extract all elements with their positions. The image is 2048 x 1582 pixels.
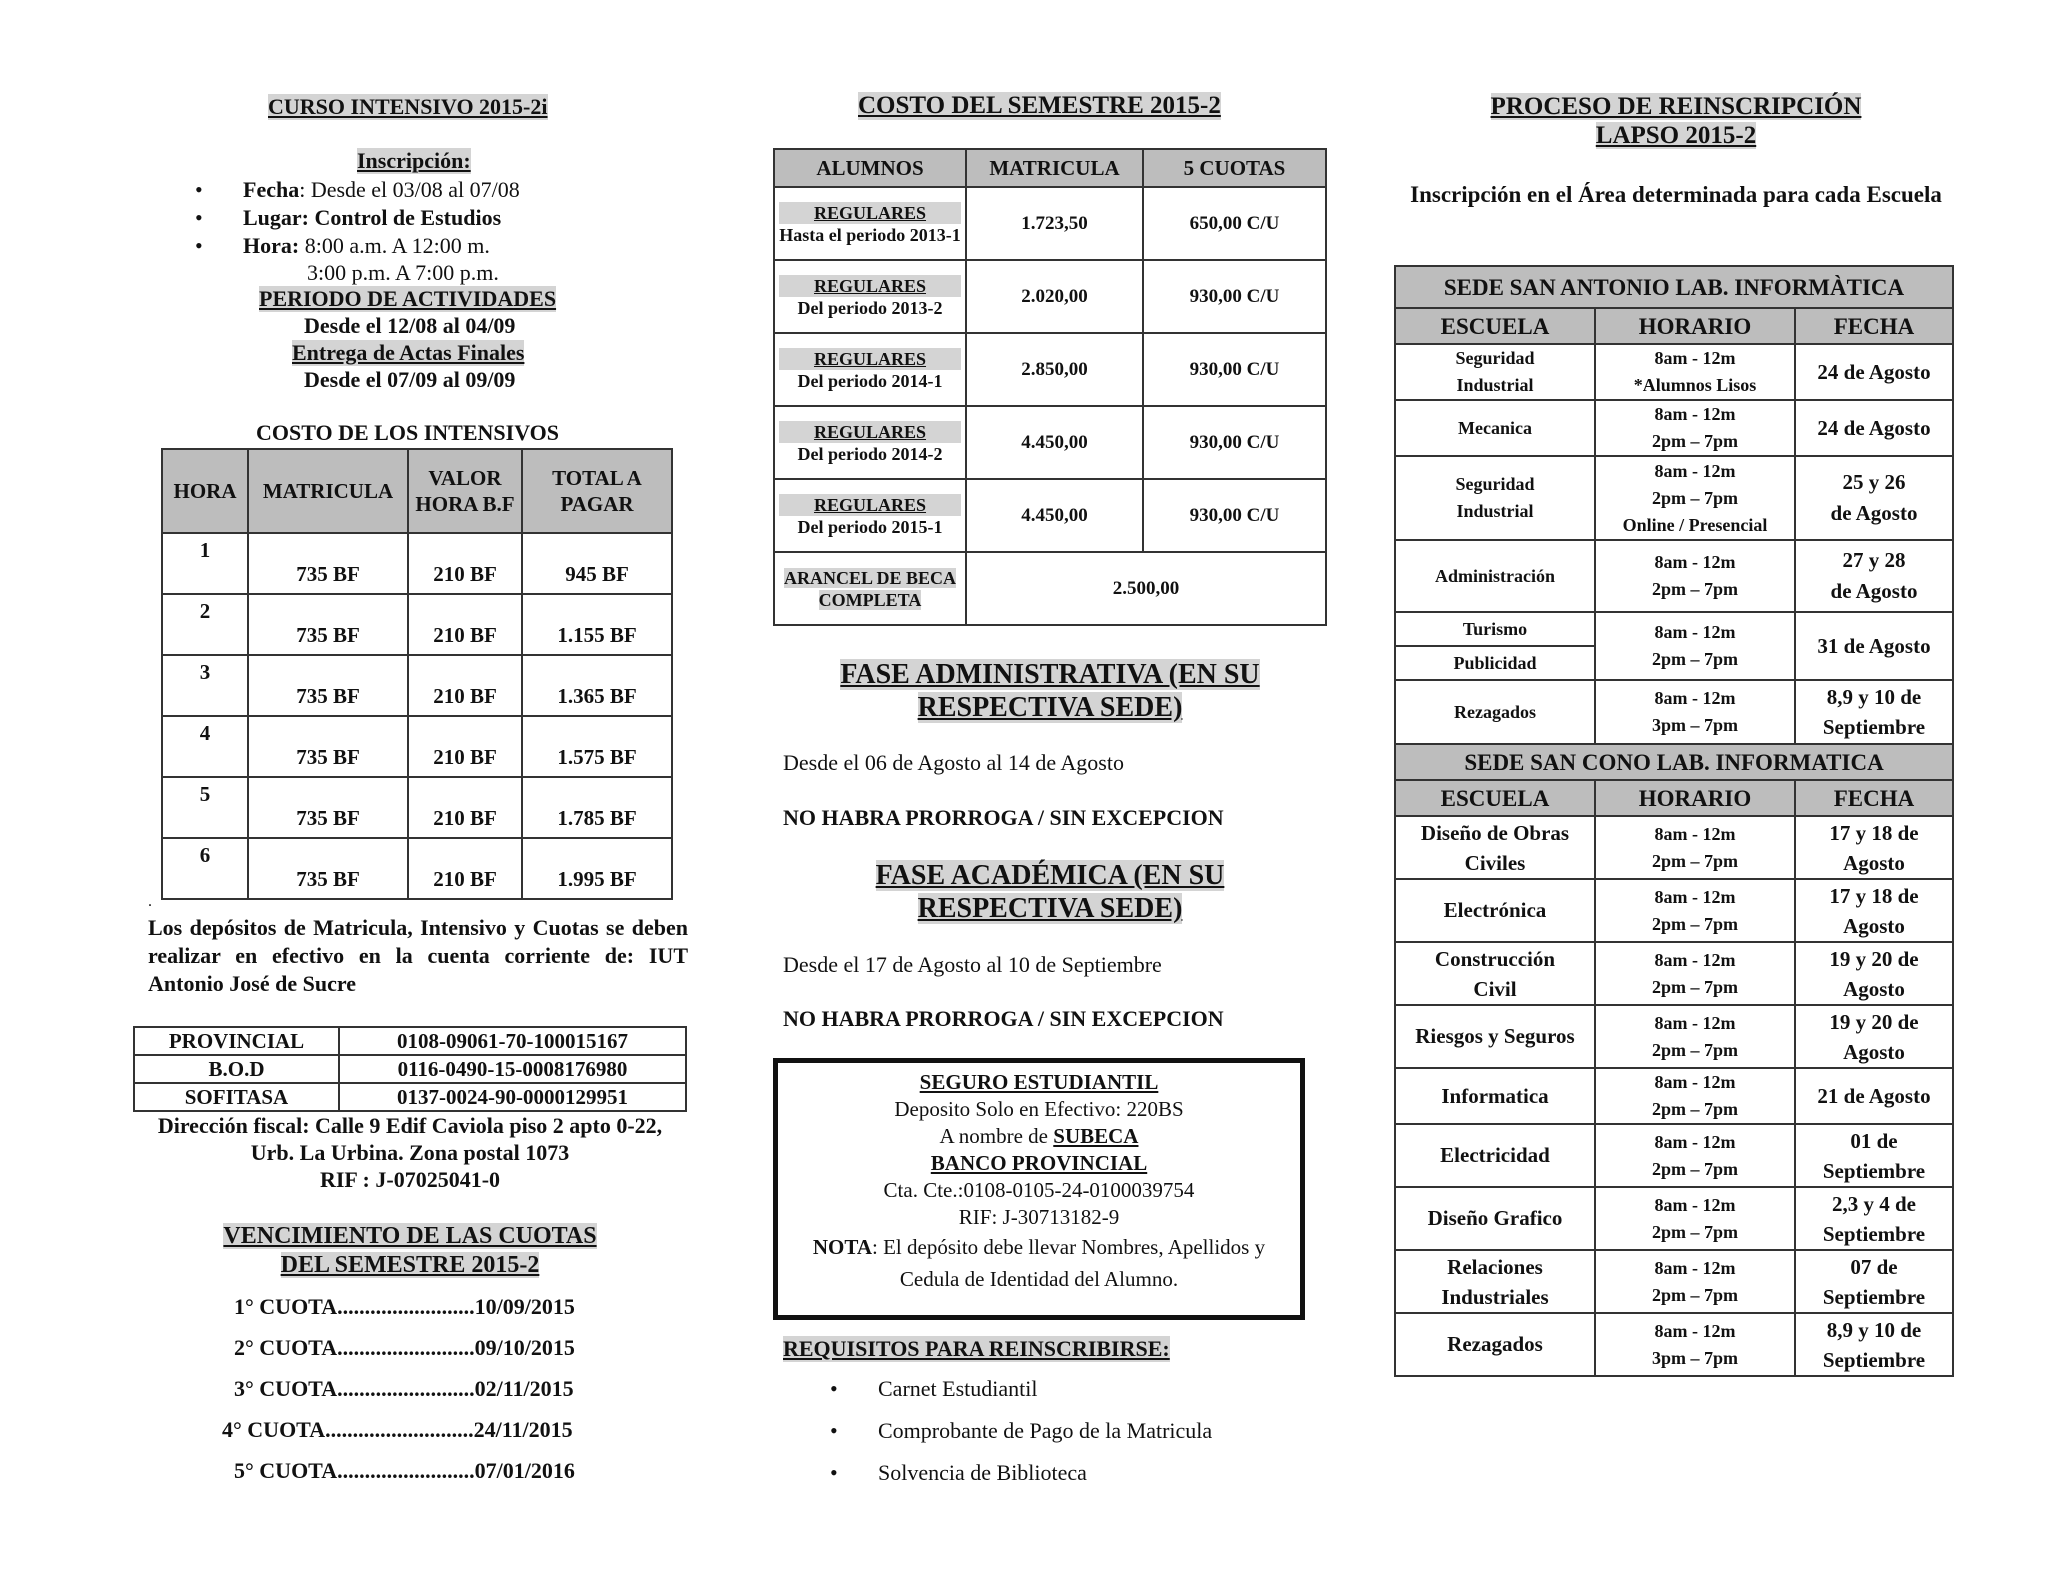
seguro-rif: RIF: J-30713182-9 — [958, 1205, 1120, 1229]
header-horario: HORARIO — [1595, 308, 1795, 344]
horario-cell: 8am - 12m 3pm – 7pm — [1595, 1313, 1795, 1376]
cell-hora: 1 — [162, 533, 248, 594]
banco-cuenta: 0137-0024-90-0000129951 — [339, 1083, 686, 1111]
cell-matricula: 735 BF — [248, 777, 408, 838]
costo-intensivos-heading: COSTO DE LOS INTENSIVOS — [256, 420, 559, 445]
table-header-row — [1395, 308, 1953, 344]
fecha-cell: 27 y 28 de Agosto — [1795, 540, 1953, 612]
horario-cell: 8am - 12m 3pm – 7pm — [1595, 680, 1795, 744]
table-header-row — [162, 449, 672, 533]
cell-valor: 210 BF — [408, 533, 522, 594]
table-row — [162, 777, 672, 838]
costo-semestre-title: COSTO DEL SEMESTRE 2015-2 — [858, 92, 1221, 119]
banco-name: PROVINCIAL — [134, 1027, 339, 1055]
table-row — [774, 260, 1326, 333]
horario-cell: 8am - 12m 2pm – 7pm — [1595, 540, 1795, 612]
fecha-cell: 8,9 y 10 de Septiembre — [1795, 680, 1953, 744]
table-row — [774, 187, 1326, 260]
sede-san-cono-heading: SEDE SAN CONO LAB. INFORMATICA — [1395, 744, 1953, 780]
table-row — [774, 406, 1326, 479]
horario-cell: 8am - 12m *Alumnos Lisos — [1595, 344, 1795, 400]
matricula-value: 4.450,00 — [966, 479, 1143, 552]
table-row — [1395, 540, 1953, 612]
table-row — [1395, 816, 1953, 879]
cuotas-list — [222, 1286, 575, 1491]
table-row — [1395, 344, 1953, 400]
list-item: • Solvencia de Biblioteca — [822, 1452, 1212, 1494]
cuotas-value: 930,00 C/U — [1143, 479, 1326, 552]
banco-cuenta: 0108-09061-70-100015167 — [339, 1027, 686, 1055]
header-escuela: ESCUELA — [1395, 308, 1595, 344]
seguro-line-1: Deposito Solo en Efectivo: 220BS — [894, 1097, 1184, 1121]
periodo-heading: PERIODO DE ACTIVIDADES — [259, 286, 557, 311]
table-header-row — [1395, 780, 1953, 816]
cuota-item: 4° CUOTA...........................24/11/2015 — [222, 1417, 573, 1442]
seguro-line-2: A nombre de SUBECA — [939, 1124, 1139, 1148]
escuela-cell: Mecanica — [1395, 400, 1595, 456]
alumno-label: REGULARES Del periodo 2014-1 — [774, 333, 966, 406]
escuela-cell: Publicidad — [1395, 646, 1595, 680]
cell-matricula: 735 BF — [248, 716, 408, 777]
reinscripcion-title: PROCESO DE REINSCRIPCIÓN LAPSO 2015-2 — [1490, 93, 1862, 149]
cell-hora: 5 — [162, 777, 248, 838]
banco-name: SOFITASA — [134, 1083, 339, 1111]
escuela-cell: Rezagados — [1395, 680, 1595, 744]
table-row — [162, 655, 672, 716]
sede-header-row — [1395, 266, 1953, 308]
table-row — [1395, 1068, 1953, 1124]
direccion-line-1: Dirección fiscal: Calle 9 Edif Caviola piso 2 apto 0-22, — [157, 1113, 663, 1138]
escuela-cell: Relaciones Industriales — [1395, 1250, 1595, 1313]
cuotas-value: 650,00 C/U — [1143, 187, 1326, 260]
cell-total: 1.365 BF — [522, 655, 672, 716]
cell-total: 945 BF — [522, 533, 672, 594]
table-row — [774, 552, 1326, 625]
horario-cell: 8am - 12m 2pm – 7pm — [1595, 400, 1795, 456]
direccion-line-2: Urb. La Urbina. Zona postal 1073 — [250, 1140, 570, 1165]
table-row — [134, 1083, 686, 1111]
escuela-cell: Diseño de Obras Civiles — [1395, 816, 1595, 879]
list-item: • Hora: 8:00 a.m. A 12:00 m. — [187, 232, 520, 260]
stray-dot: . — [148, 893, 152, 910]
escuela-cell: Informatica — [1395, 1068, 1595, 1124]
rif-text: RIF : J-07025041-0 — [319, 1167, 501, 1192]
banco-name: B.O.D — [134, 1055, 339, 1083]
fecha-cell: 19 y 20 de Agosto — [1795, 1005, 1953, 1068]
cell-valor: 210 BF — [408, 838, 522, 899]
table-row — [1395, 1313, 1953, 1376]
cuotas-value: 930,00 C/U — [1143, 406, 1326, 479]
table-row — [162, 838, 672, 899]
table-row — [1395, 879, 1953, 942]
fase-academica-heading: FASE ACADÉMICA (EN SU RESPECTIVA SEDE) — [875, 860, 1225, 924]
fase-administrativa-dates: Desde el 06 de Agosto al 14 de Agosto — [783, 750, 1124, 775]
venc-heading-2: DEL SEMESTRE 2015-2 — [280, 1252, 540, 1278]
hora-line-2: 3:00 p.m. A 7:00 p.m. — [307, 260, 499, 285]
table-row — [134, 1055, 686, 1083]
fecha-cell: 2,3 y 4 de Septiembre — [1795, 1187, 1953, 1250]
header-cuotas: 5 CUOTAS — [1143, 149, 1326, 187]
fecha-cell: 17 y 18 de Agosto — [1795, 879, 1953, 942]
escuela-cell: Electrónica — [1395, 879, 1595, 942]
header-fecha: FECHA — [1795, 780, 1953, 816]
cell-matricula: 735 BF — [248, 655, 408, 716]
list-item: • Lugar: Control de Estudios — [187, 204, 520, 232]
cell-valor: 210 BF — [408, 716, 522, 777]
cell-matricula: 735 BF — [248, 594, 408, 655]
cell-hora: 2 — [162, 594, 248, 655]
list-item: • Fecha: Desde el 03/08 al 07/08 — [187, 176, 520, 204]
horario-cell: 8am - 12m 2pm – 7pm — [1595, 942, 1795, 1005]
matricula-value: 2.850,00 — [966, 333, 1143, 406]
table-row — [134, 1027, 686, 1055]
header-matricula: MATRICULA — [966, 149, 1143, 187]
cuota-item: 3° CUOTA.........................02/11/2015 — [234, 1376, 574, 1401]
horario-cell: 8am - 12m 2pm – 7pm — [1595, 1124, 1795, 1187]
fecha-cell: 19 y 20 de Agosto — [1795, 942, 1953, 1005]
cell-valor: 210 BF — [408, 594, 522, 655]
fecha-cell: 24 de Agosto — [1795, 400, 1953, 456]
fecha-cell: 24 de Agosto — [1795, 344, 1953, 400]
alumno-label: REGULARES Del periodo 2014-2 — [774, 406, 966, 479]
header-valor-hora: VALOR HORA B.F — [408, 449, 522, 533]
direccion-fiscal — [130, 1112, 690, 1193]
table-row — [1395, 942, 1953, 1005]
table-row — [1395, 612, 1953, 646]
requisitos-heading: REQUISITOS PARA REINSCRIBIRSE: — [783, 1336, 1170, 1361]
escuela-cell: Seguridad Industrial — [1395, 344, 1595, 400]
alumno-label: REGULARES Del periodo 2015-1 — [774, 479, 966, 552]
matricula-value: 1.723,50 — [966, 187, 1143, 260]
header-alumnos: ALUMNOS — [774, 149, 966, 187]
header-escuela: ESCUELA — [1395, 780, 1595, 816]
inscripcion-heading: Inscripción: — [357, 148, 471, 173]
fecha-cell: 01 de Septiembre — [1795, 1124, 1953, 1187]
fase-administrativa-heading: FASE ADMINISTRATIVA (EN SU RESPECTIVA SEDE) — [840, 659, 1260, 723]
horario-cell: 8am - 12m 2pm – 7pm — [1595, 1005, 1795, 1068]
sede-san-antonio-heading: SEDE SAN ANTONIO LAB. INFORMÀTICA — [1395, 266, 1953, 308]
table-row — [1395, 680, 1953, 744]
table-header-row — [774, 149, 1326, 187]
cell-hora: 4 — [162, 716, 248, 777]
horario-cell: 8am - 12m 2pm – 7pm — [1595, 612, 1795, 680]
escuela-cell: Seguridad Industrial — [1395, 456, 1595, 540]
horario-cell: 8am - 12m 2pm – 7pm — [1595, 879, 1795, 942]
header-fecha: FECHA — [1795, 308, 1953, 344]
sede-header-row — [1395, 744, 1953, 780]
fecha-cell: 8,9 y 10 de Septiembre — [1795, 1313, 1953, 1376]
escuela-cell: Turismo — [1395, 612, 1595, 646]
bancos-table — [133, 1026, 687, 1112]
seguro-banco: BANCO PROVINCIAL — [930, 1151, 1148, 1175]
alumno-label: REGULARES Hasta el periodo 2013-1 — [774, 187, 966, 260]
table-row — [162, 594, 672, 655]
fecha-cell: 21 de Agosto — [1795, 1068, 1953, 1124]
cell-matricula: 735 BF — [248, 838, 408, 899]
escuela-cell: Electricidad — [1395, 1124, 1595, 1187]
horario-cell: 8am - 12m 2pm – 7pm — [1595, 816, 1795, 879]
cuota-item: 5° CUOTA.........................07/01/2016 — [234, 1458, 575, 1483]
escuela-cell: Riesgos y Seguros — [1395, 1005, 1595, 1068]
arancel-value: 2.500,00 — [966, 552, 1326, 625]
no-prorroga-1: NO HABRA PRORROGA / SIN EXCEPCION — [783, 805, 1224, 830]
intensivos-table — [161, 448, 673, 900]
cuotas-value: 930,00 C/U — [1143, 260, 1326, 333]
table-row — [162, 533, 672, 594]
no-prorroga-2: NO HABRA PRORROGA / SIN EXCEPCION — [783, 1006, 1224, 1031]
seguro-title: SEGURO ESTUDIANTIL — [919, 1070, 1159, 1094]
cell-hora: 6 — [162, 838, 248, 899]
table-row — [774, 479, 1326, 552]
escuela-cell: Rezagados — [1395, 1313, 1595, 1376]
periodo-dates: Desde el 12/08 al 04/09 — [304, 313, 516, 338]
table-row — [1395, 1250, 1953, 1313]
intensivo-title: CURSO INTENSIVO 2015-2i — [268, 94, 548, 119]
header-matricula: MATRICULA — [248, 449, 408, 533]
fecha-cell: 25 y 26 de Agosto — [1795, 456, 1953, 540]
requisitos-list — [822, 1368, 1212, 1494]
seguro-nota: NOTA: El depósito debe llevar Nombres, Apellidos y Cedula de Identidad del Alumno. — [812, 1235, 1266, 1291]
cell-matricula: 735 BF — [248, 533, 408, 594]
venc-heading-1: VENCIMIENTO DE LAS CUOTAS — [223, 1223, 597, 1249]
actas-heading: Entrega de Actas Finales — [292, 340, 525, 365]
table-row — [1395, 1124, 1953, 1187]
cell-hora: 3 — [162, 655, 248, 716]
cell-valor: 210 BF — [408, 655, 522, 716]
header-horario: HORARIO — [1595, 780, 1795, 816]
actas-dates: Desde el 07/09 al 09/09 — [304, 367, 516, 392]
cell-total: 1.785 BF — [522, 777, 672, 838]
fase-academica-dates: Desde el 17 de Agosto al 10 de Septiembre — [783, 952, 1162, 977]
horario-cell: 8am - 12m 2pm – 7pm — [1595, 1250, 1795, 1313]
header-total: TOTAL A PAGAR — [522, 449, 672, 533]
fecha-cell: 07 de Septiembre — [1795, 1250, 1953, 1313]
table-row — [1395, 400, 1953, 456]
header-hora: HORA — [162, 449, 248, 533]
table-row — [1395, 1187, 1953, 1250]
horario-cell: 8am - 12m 2pm – 7pm — [1595, 1068, 1795, 1124]
seguro-estudiantil-box — [773, 1058, 1305, 1320]
list-item: • Comprobante de Pago de la Matricula — [822, 1410, 1212, 1452]
seguro-cuenta: Cta. Cte.:0108-0105-24-0100039754 — [883, 1178, 1195, 1202]
costo-semestre-table — [773, 148, 1327, 626]
escuela-cell: Administración — [1395, 540, 1595, 612]
escuela-cell: Construcción Civil — [1395, 942, 1595, 1005]
cell-total: 1.155 BF — [522, 594, 672, 655]
alumno-label: REGULARES Del periodo 2013-2 — [774, 260, 966, 333]
sede-table — [1394, 265, 1954, 1377]
vencimiento-heading — [130, 1222, 690, 1280]
cell-total: 1.995 BF — [522, 838, 672, 899]
cell-valor: 210 BF — [408, 777, 522, 838]
list-item: • Carnet Estudiantil — [822, 1368, 1212, 1410]
cuotas-value: 930,00 C/U — [1143, 333, 1326, 406]
table-row — [1395, 1005, 1953, 1068]
table-row — [774, 333, 1326, 406]
depositos-text: Los depósitos de Matricula, Intensivo y Cuotas se deben realizar en efectivo en la cuenta corriente de: IUT Antonio José de Sucre — [148, 915, 688, 996]
cuota-item: 2° CUOTA.........................09/10/2015 — [234, 1335, 575, 1360]
table-row — [1395, 456, 1953, 540]
banco-cuenta: 0116-0490-15-0008176980 — [339, 1055, 686, 1083]
horario-cell: 8am - 12m 2pm – 7pm Online / Presencial — [1595, 456, 1795, 540]
cell-total: 1.575 BF — [522, 716, 672, 777]
reinscripcion-subtitle: Inscripción en el Área determinada para cada Escuela — [1410, 182, 1942, 207]
matricula-value: 4.450,00 — [966, 406, 1143, 479]
escuela-cell: Diseño Grafico — [1395, 1187, 1595, 1250]
horario-cell: 8am - 12m 2pm – 7pm — [1595, 1187, 1795, 1250]
table-row — [162, 716, 672, 777]
cuota-item: 1° CUOTA.........................10/09/2015 — [234, 1294, 575, 1319]
matricula-value: 2.020,00 — [966, 260, 1143, 333]
fecha-cell: 17 y 18 de Agosto — [1795, 816, 1953, 879]
fecha-cell: 31 de Agosto — [1795, 612, 1953, 680]
inscripcion-list — [187, 176, 520, 260]
arancel-label: ARANCEL DE BECA COMPLETA — [774, 552, 966, 625]
